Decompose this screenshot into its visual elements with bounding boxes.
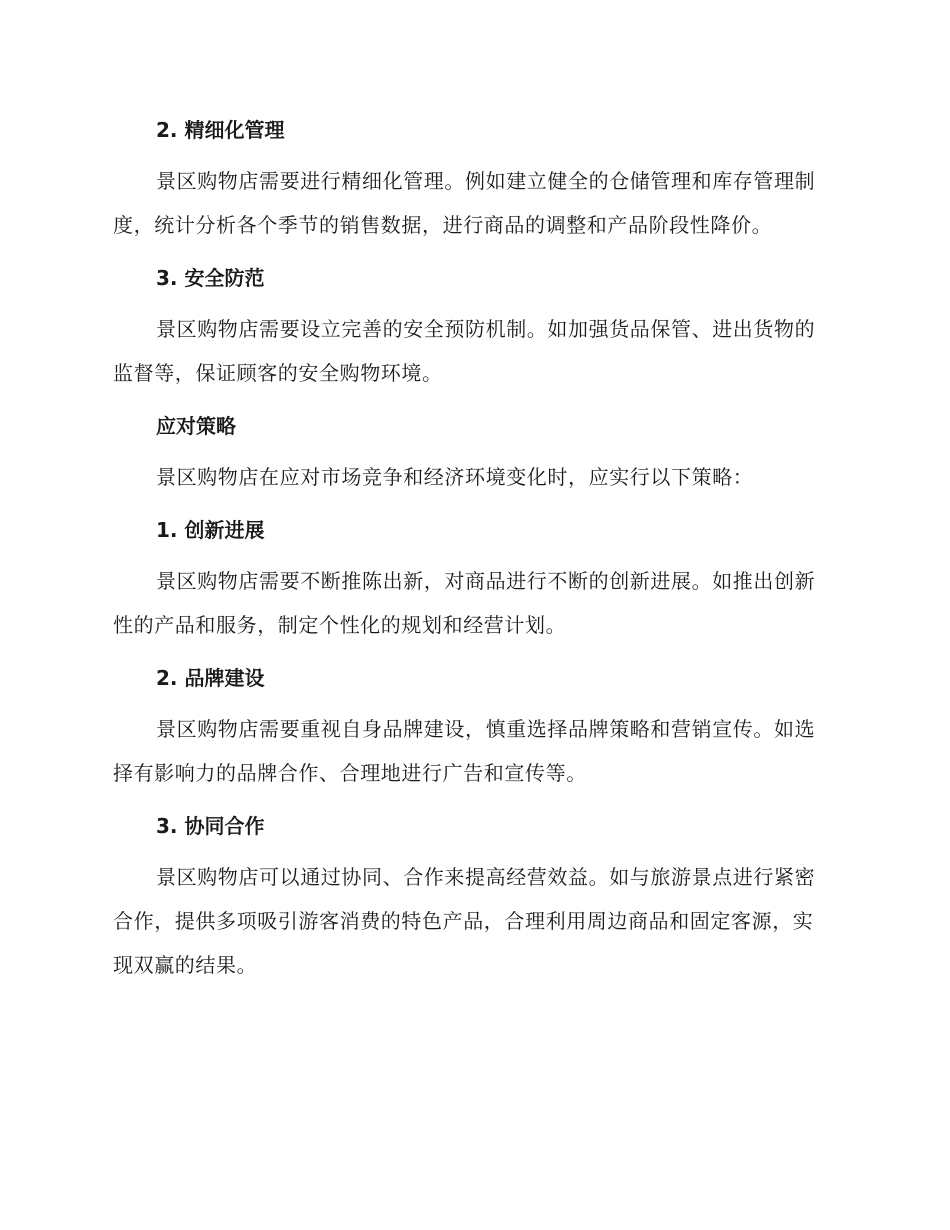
section-heading-safety: 3. 安全防范: [156, 266, 265, 290]
section-heading-strategies: 应对策略: [156, 414, 236, 438]
section-heading-cooperation: 3. 协同合作: [156, 814, 265, 838]
section-paragraph-brand: 景区购物店需要重视自身品牌建设，慎重选择品牌策略和营销宣传。如选择有影响力的品牌合作、合理地进行广告和宣传等。: [113, 717, 816, 785]
section-paragraph-strategies: 景区购物店在应对市场竞争和经济环境变化时，应实行以下策略：: [156, 465, 754, 489]
document-body: [113, 110, 833, 987]
section-paragraph-refined-management: 景区购物店需要进行精细化管理。例如建立健全的仓储管理和库存管理制度，统计分析各个季节的销售数据，进行商品的调整和产品阶段性降价。: [113, 169, 816, 237]
section-paragraph-safety: 景区购物店需要设立完善的安全预防机制。如加强货品保管、进出货物的监督等，保证顾客的安全购物环境。: [113, 317, 816, 385]
section-paragraph-innovation: 景区购物店需要不断推陈出新，对商品进行不断的创新进展。如推出创新性的产品和服务，制定个性化的规划和经营计划。: [113, 569, 816, 637]
section-heading-refined-management: 2. 精细化管理: [156, 118, 285, 142]
section-paragraph-cooperation: 景区购物店可以通过协同、合作来提高经营效益。如与旅游景点进行紧密合作，提供多项吸引游客消费的特色产品，合理利用周边商品和固定客源，实现双赢的结果。: [113, 865, 816, 977]
section-heading-innovation: 1. 创新进展: [156, 518, 265, 542]
section-heading-brand: 2. 品牌建设: [156, 666, 265, 690]
